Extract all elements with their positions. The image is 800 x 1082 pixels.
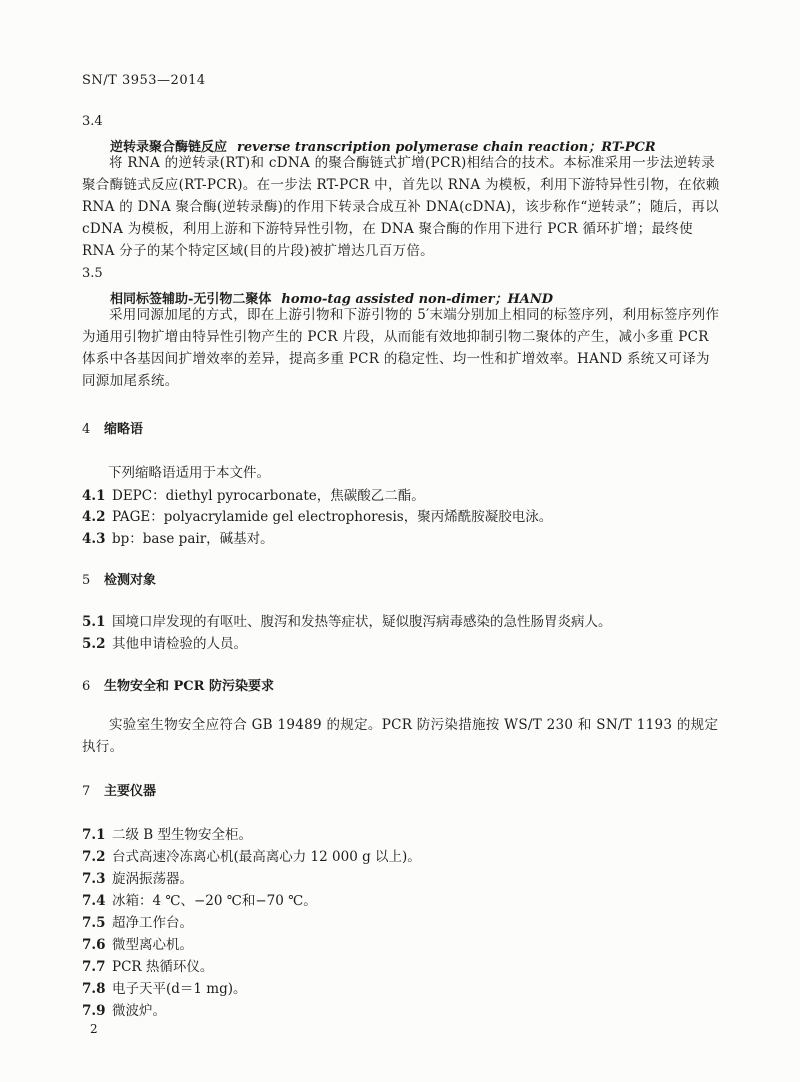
list-item: 4.1 DEPC：diethyl pyrocarbonate，焦碳酸乙二酯。 <box>82 488 425 504</box>
section-heading-6 <box>82 675 274 694</box>
section-heading-7 <box>82 780 156 799</box>
list-item: 4.3 bp：base pair，碱基对。 <box>82 531 274 547</box>
list-item: 7.1 二级 B 型生物安全柜。 <box>82 827 253 843</box>
list-item: 7.7 PCR 热循环仪。 <box>82 959 214 975</box>
definition-3-5: 采用同源加尾的方式，即在上游引物和下游引物的 5′末端分别加上相同的标签序列，利用标签序列作为通用引物扩增由特异性引物产生的 PCR 片段，从而能有效地抑制引物二聚体的产生，减小多重 PCR 体系中各基因间扩增效率的差异，提高多重 PCR 的稳定性、均一性和扩增效率。HAND 系统又可译为同源加尾系统。 <box>82 307 720 389</box>
section-number: 7 <box>82 784 91 799</box>
clause-number-3-5: 3.5 <box>82 266 103 281</box>
section-title: 主要仪器 <box>104 784 157 799</box>
section-6-paragraph: 实验室生物安全应符合 GB 19489 的规定。PCR 防污染措施按 WS/T 230 和 SN/T 1193 的规定执行。 <box>82 717 719 755</box>
list-item: 7.5 超净工作台。 <box>82 915 193 931</box>
list-item: 7.2 台式高速冷冻离心机(最高离心力 12 000 g 以上)。 <box>82 849 421 865</box>
list-item: 7.3 旋涡振荡器。 <box>82 871 193 887</box>
list-item: 7.9 微波炉。 <box>82 1003 166 1019</box>
document-header: SN/T 3953—2014 <box>82 73 206 88</box>
term-3-4-en: reverse transcription polymerase chain reaction；RT-PCR <box>237 140 656 155</box>
term-3-5-cn: 相同标签辅助-无引物二聚体 <box>110 292 272 307</box>
section-title: 检测对象 <box>104 573 157 588</box>
list-item: 4.2 PAGE：polyacrylamide gel electrophoresis，聚丙烯酰胺凝胶电泳。 <box>82 509 553 525</box>
abbreviation-intro: 下列缩略语适用于本文件。 <box>108 465 270 481</box>
page-number: 2 <box>90 1022 98 1036</box>
section-heading-5 <box>82 569 156 588</box>
definition-3-4: 将 RNA 的逆转录(RT)和 cDNA 的聚合酶链式扩增(PCR)相结合的技术。本标准采用一步法逆转录聚合酶链式反应(RT-PCR)。在一步法 RT-PCR 中，首先以 RNA 为模板，利用下游特异性引物，在依赖 RNA 的 DNA 聚合酶(逆转录酶)的作用下转录合成互补 DNA(cDNA)，该步称作“逆转录”；随后，再以 cDNA 为模板，利用上游和下游特异性引物，在 DNA 聚合酶的作用下进行 PCR 循环扩增；最终使 RNA 分子的某个特定区域(目的片段)被扩增达几百万倍。 <box>82 155 720 259</box>
section-number: 4 <box>82 422 91 437</box>
section-heading-4 <box>82 418 143 437</box>
list-item: 7.6 微型离心机。 <box>82 937 193 953</box>
clause-number-3-4: 3.4 <box>82 114 103 129</box>
list-item: 7.4 冰箱：4 ℃、−20 ℃和−70 ℃。 <box>82 893 317 909</box>
section-title: 缩略语 <box>104 422 144 437</box>
term-3-4-cn: 逆转录聚合酶链反应 <box>110 140 228 155</box>
section-number: 5 <box>82 573 91 588</box>
term-3-5-en: homo-tag assisted non-dimer；HAND <box>281 292 554 307</box>
section-number: 6 <box>82 679 91 694</box>
list-item: 7.8 电子天平(d＝1 mg)。 <box>82 981 247 997</box>
list-item: 5.1 国境口岸发现的有呕吐、腹泻和发热等症状，疑似腹泻病毒感染的急性肠胃炎病人。 <box>82 614 612 630</box>
list-item: 5.2 其他申请检验的人员。 <box>82 636 247 652</box>
section-title: 生物安全和 PCR 防污染要求 <box>104 679 274 694</box>
